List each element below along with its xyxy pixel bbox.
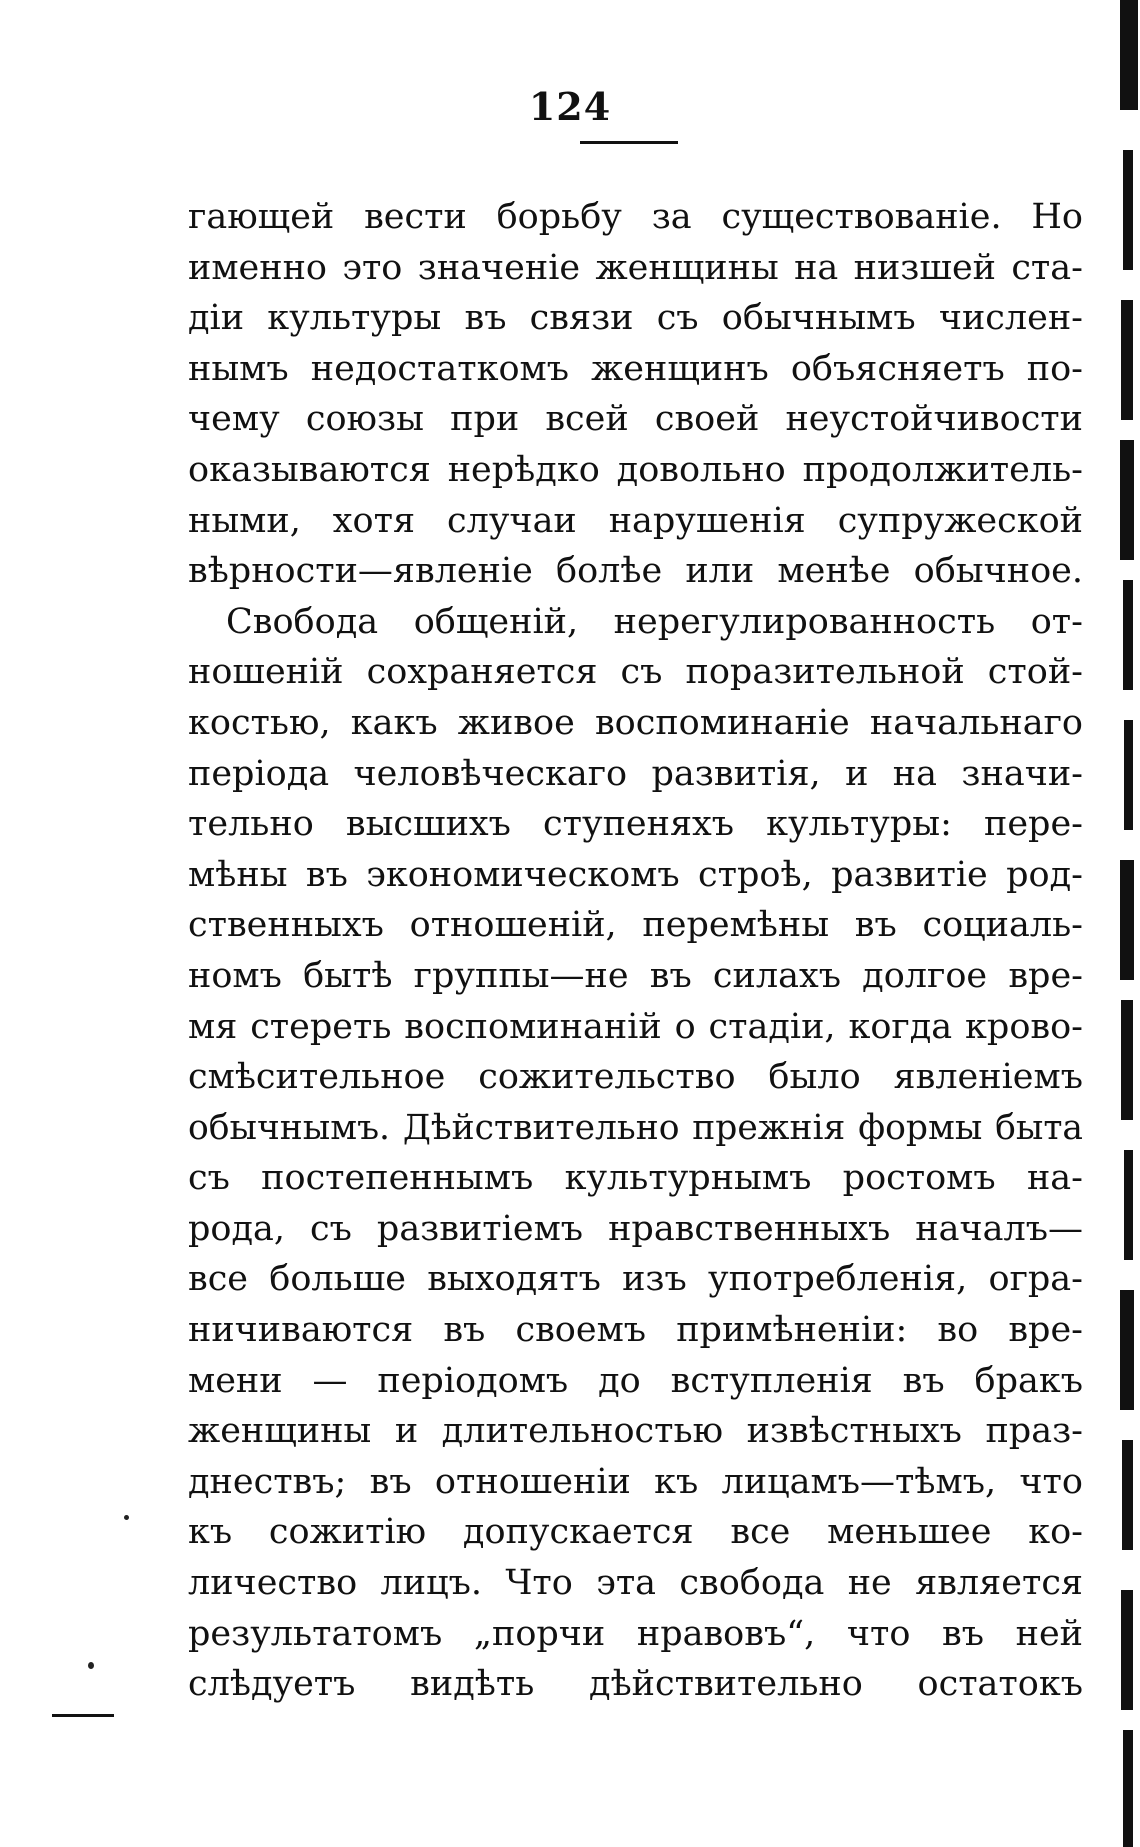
- page-edge-shadow: [1123, 1730, 1133, 1847]
- text-line: чему союзы при всей своей неустойчивости: [188, 399, 1083, 440]
- margin-speck: [88, 1662, 94, 1669]
- page-edge-shadow: [1121, 1590, 1133, 1710]
- text-line: мѣны въ экономическомъ строѣ, развитіе род-: [188, 854, 1083, 895]
- text-line: ничиваются въ своемъ примѣненіи: во вре-: [188, 1310, 1083, 1351]
- text-line: періода человѣческаго развитія, и на значи-: [188, 753, 1083, 794]
- text-line: днествъ; въ отношеніи къ лицамъ—тѣмъ, что: [188, 1461, 1083, 1502]
- text-line: костью, какъ живое воспоминаніе начальнаго: [188, 702, 1083, 743]
- text-line: съ постепеннымъ культурнымъ ростомъ на-: [188, 1158, 1083, 1199]
- text-line: ными, хотя случаи нарушенія супружеской: [188, 500, 1083, 541]
- text-line: личество лицъ. Что эта свобода не является: [188, 1563, 1083, 1604]
- page-edge-shadow: [1120, 440, 1134, 560]
- margin-mark: [52, 1714, 114, 1717]
- text-line: мени — періодомъ до вступленія въ бракъ: [188, 1360, 1083, 1401]
- text-line: Свобода общеній, нерегулированность от-: [226, 601, 1083, 642]
- text-line: нымъ недостаткомъ женщинъ объясняетъ по-: [188, 348, 1083, 389]
- page-edge-shadow: [1120, 860, 1134, 980]
- text-line: номъ бытѣ группы—не въ силахъ долгое вре-: [188, 955, 1083, 996]
- page-number: 124: [528, 84, 612, 129]
- text-line: діи культуры въ связи съ обычнымъ числен-: [188, 298, 1083, 339]
- text-line: мя стереть воспоминаній о стадіи, когда крово-: [188, 1006, 1083, 1047]
- text-line: результатомъ „порчи нравовъ“, что въ ней: [188, 1613, 1083, 1654]
- text-line: къ сожитію допускается все меньшее ко-: [188, 1512, 1083, 1553]
- text-line: обычнымъ. Дѣйствительно прежнія формы быта: [188, 1107, 1083, 1148]
- text-line: именно это значеніе женщины на низшей ста-: [188, 247, 1083, 288]
- body-text: [188, 192, 1083, 1710]
- text-line: слѣдуетъ видѣть дѣйствительно остатокъ: [188, 1664, 1083, 1705]
- text-line: тельно высшихъ ступеняхъ культуры: пере-: [188, 804, 1083, 845]
- margin-speck: [124, 1515, 129, 1520]
- text-line: смѣсительное сожительство было явленіемъ: [188, 1057, 1083, 1098]
- page-edge-shadow: [1123, 150, 1133, 270]
- page-edge-shadow: [1124, 720, 1133, 830]
- page-edge-shadow: [1122, 1440, 1133, 1550]
- page-edge-shadow: [1123, 580, 1133, 690]
- text-line: рода, съ развитіемъ нравственныхъ началъ—: [188, 1208, 1083, 1249]
- page-edge-shadow: [1121, 1000, 1133, 1120]
- page-edge-shadow: [1120, 1290, 1134, 1410]
- page-edge-shadow: [1121, 300, 1133, 420]
- text-line: оказываются нерѣдко довольно продолжитель-: [188, 449, 1083, 490]
- page-number-underline: [580, 141, 678, 144]
- text-line: женщины и длительностью извѣстныхъ праз-: [188, 1411, 1083, 1452]
- page-edge-shadow: [1124, 1150, 1133, 1260]
- text-line: гающей вести борьбу за существованіе. Но: [188, 197, 1083, 237]
- page-edge-shadow: [1120, 0, 1138, 110]
- text-line: вѣрности—явленіе болѣе или менѣе обычное.: [188, 551, 1083, 592]
- text-line: все больше выходятъ изъ употребленія, огра-: [188, 1259, 1083, 1300]
- text-line: ношеній сохраняется съ поразительной стой-: [188, 652, 1083, 693]
- text-line: ственныхъ отношеній, перемѣны въ социаль-: [188, 905, 1083, 946]
